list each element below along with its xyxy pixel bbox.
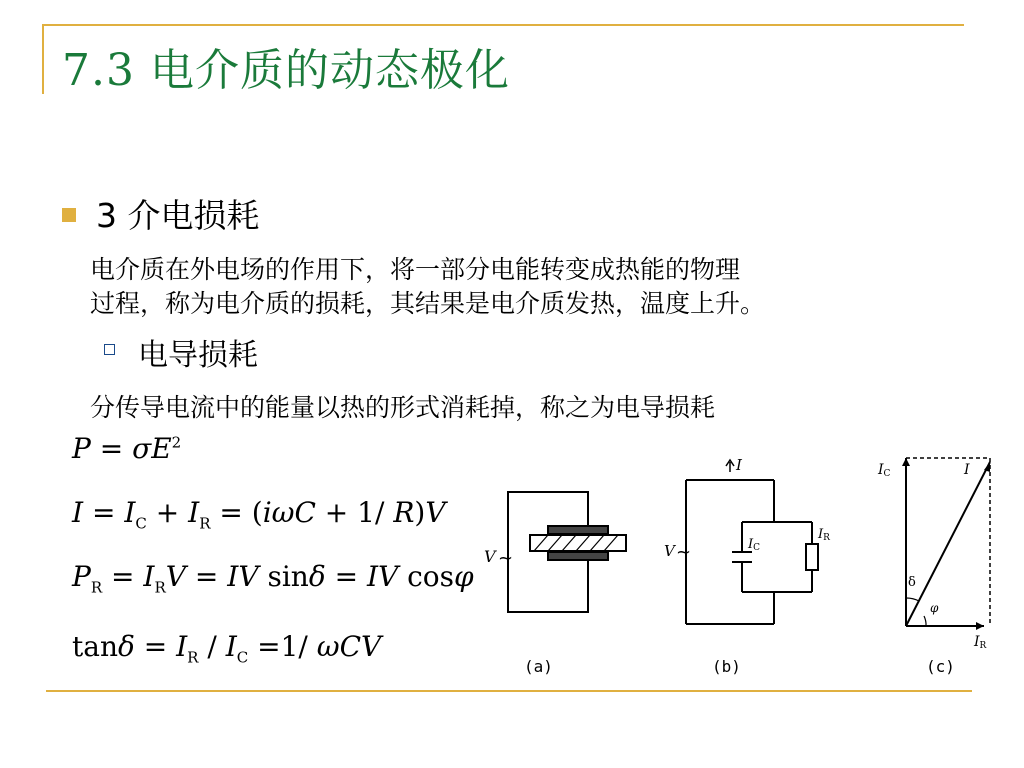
figure-c-ir-label: IR [974, 634, 987, 651]
figure-a-circuit [508, 492, 626, 612]
equation-current: $I = I_C + I_R = (i\omega C + 1/$ R)V [72, 496, 446, 533]
figure-b-caption: (b) [712, 657, 741, 676]
frame-top-rule [42, 24, 964, 26]
slide-title: 7.3 电介质的动态极化 [62, 45, 510, 96]
figure-b-current-label: I [736, 456, 742, 474]
figure-b-current-arrow-icon [726, 460, 734, 472]
figure-a-caption: (a) [524, 657, 553, 676]
figure-b-voltage-label: V [664, 542, 675, 560]
paragraph-line-1: 电介质在外电场的作用下，将一部分电能转变成热能的物理 [90, 255, 741, 284]
figure-c-delta-label: δ [908, 575, 916, 590]
figure-b-circuit [686, 480, 818, 624]
figure-b-ac-source-icon: ~ [676, 542, 692, 563]
figure-c-ic-label: IC [878, 462, 891, 479]
hollow-square-bullet-icon [104, 344, 115, 355]
dielectric-loss-figure [478, 440, 998, 690]
figure-c-phi-label: φ [930, 601, 939, 615]
figure-a-voltage-label: V [484, 547, 496, 566]
figure-b-ic-label: IC [748, 537, 761, 553]
figure-c-caption: (c) [926, 657, 955, 676]
sub-heading: 电导损耗 [138, 338, 258, 373]
equation-power: $P = \sigma E^2$ [72, 432, 182, 465]
figure-a-ac-source-icon: ~ [498, 548, 514, 569]
paragraph-conduction-loss: 分传导电流中的能量以热的形式消耗掉，称之为电导损耗 [90, 393, 716, 422]
figure-c-arrowheads-icon [902, 458, 990, 630]
paragraph-line-2: 过程，称为电介质的损耗，其结果是电介质发热，温度上升。 [90, 289, 766, 318]
equation-loss-tangent: $\tan\delta = I_R / I_C =1/$ ωCV [72, 630, 382, 667]
figure-c-phasor [906, 458, 990, 626]
equation-loss-power: $P_R = I_RV$ = IV sinδ = IV cosφ [72, 560, 474, 597]
frame-left-rule [42, 24, 44, 94]
figure-b-ir-label: IR [818, 527, 830, 543]
section-heading: 3 介电损耗 [96, 196, 260, 235]
bullet-square-icon [62, 208, 76, 222]
figure-c-i-label: I [964, 462, 970, 478]
frame-bottom-rule [46, 690, 972, 692]
